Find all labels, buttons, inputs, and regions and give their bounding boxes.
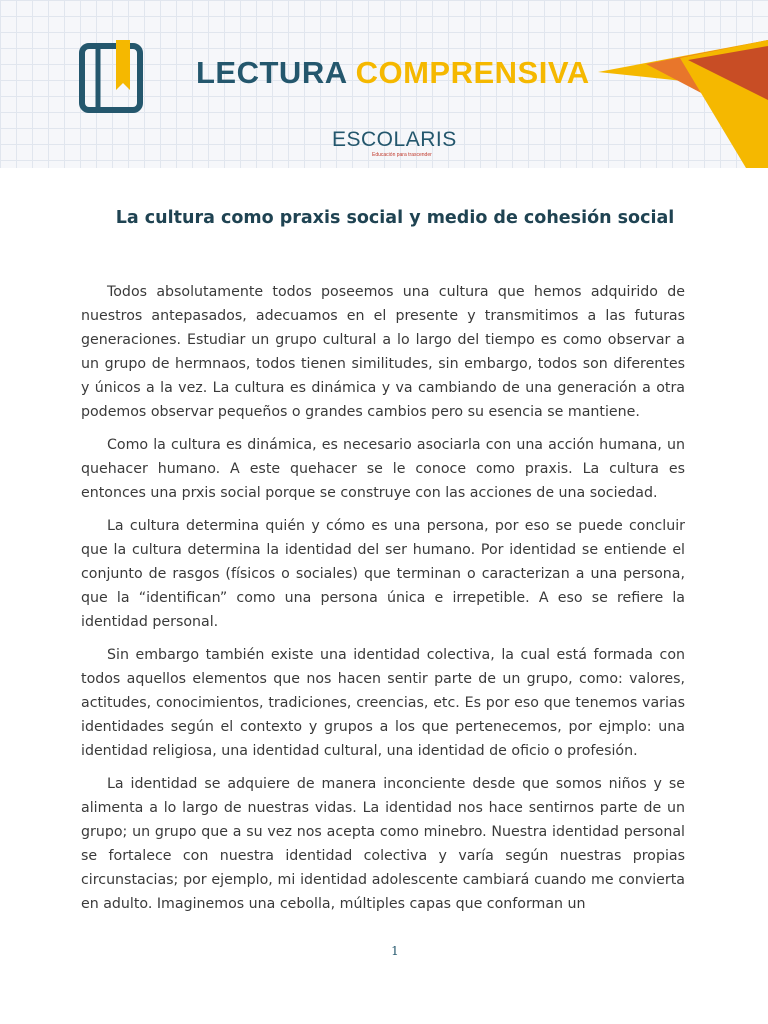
document-title: La cultura como praxis social y medio de cohesión social (115, 208, 675, 228)
header-title (196, 55, 590, 91)
paragraph-2: Como la cultura es dinámica, es necesario asociarla con una acción humana, un quehacer humano. A este quehacer se le conoce como praxis. La cultura es entonces una prxis social porque se construye con las acciones de una sociedad. (81, 437, 685, 501)
paragraph-4: Sin embargo también existe una identidad colectiva, la cual está formada con todos aquellos elementos que nos hacen sentir parte de un grupo, como: valores, actitudes, conocimientos, tradiciones, creencias, etc. Es por eso que tenemos varias identidades según el contexto y grupos a los que pertenecemos, por ejmplo: una identidad religiosa, una identidad cultural, una identidad de oficio o profesión. (81, 647, 685, 759)
paper-plane-icon (598, 40, 768, 168)
page-header (0, 0, 768, 168)
brand-tagline: Educación para trascender (372, 152, 432, 158)
paragraph-3: La cultura determina quién y cómo es una persona, por eso se puede concluir que la cultura determina la identidad del ser humano. Por identidad se entiende el conjunto de rasgos (físicos o sociales) que terminan o caracterizan a una persona, que la “identifican” como una persona única e irrepetible. A eso se refiere la identidad personal. (81, 518, 685, 630)
brand-logo-text: ESCOLARIS (332, 128, 457, 151)
header-title-comprensiva: COMPRENSIVA (355, 55, 590, 90)
page-number: 1 (391, 944, 399, 958)
book-icon (78, 40, 148, 116)
header-title-lectura: LECTURA (196, 55, 347, 90)
paragraph-1: Todos absolutamente todos poseemos una cultura que hemos adquirido de nuestros antepasados, adecuamos en el presente y transmitimos a las futuras generaciones. Estudiar un grupo cultural a lo largo del tiempo es como observar a un grupo de hermnaos, todos tienen similitudes, sin embargo, todos son diferentes y únicos a la vez. La cultura es dinámica y va cambiando de una generación a otra podemos observar pequeños o grandes cambios pero su esencia se mantiene. (81, 284, 685, 420)
paragraph-5: La identidad se adquiere de manera inconciente desde que somos niños y se alimenta a lo largo de nuestras vidas. La identidad nos hace sentirnos parte de un grupo; un grupo que a su vez nos acepta como minebro. Nuestra identidad personal se fortalece con nuestra identidad colectiva y varía según nuestras propias circunstacias; por ejemplo, mi identidad adolescente cambiará cuando me convierta en adulto. Imaginemos una cebolla, múltiples capas que conforman un (81, 776, 685, 912)
document-body (81, 280, 685, 925)
